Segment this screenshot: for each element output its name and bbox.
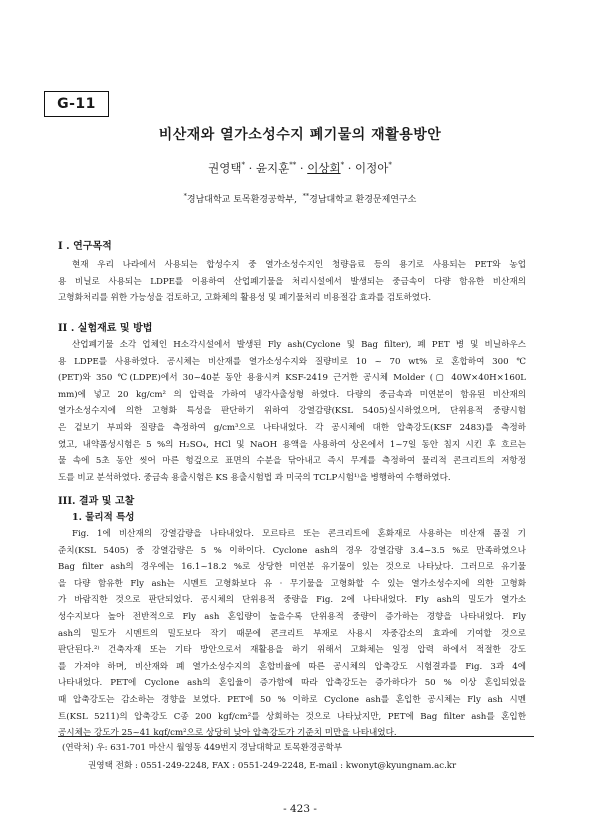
- text-line: 을 다량 함유한 Fly ash는 시멘트 고형화보다 유 · 무기물을 고형화할 수 있는 열가소성수지에 의한 고형화: [58, 578, 526, 589]
- text-line: 성수지보다 높아 전반적으로 Fly ash 혼입량이 높을수록 단위용적 중량이 증가하는 경향을 나타내었다. Fly: [58, 611, 526, 622]
- text-line: Fig. 1에 비산재의 강열감량을 나타내었다. 모르타르 또는 콘크리트에 혼화재로 사용하는 비산재 품질 기: [72, 529, 526, 539]
- author-list: [0, 160, 600, 176]
- affiliation-mark: *: [183, 192, 187, 200]
- author-name: 이정아: [355, 161, 389, 175]
- text-line: 현재 우리 나라에서 사용되는 합성수지 중 열가소성수지인 청량음료 등의 용기로 사용되는 PET와 농업: [72, 260, 526, 270]
- text-line: 열가소성수지에 의한 고형화 특성을 판단하기 위하여 강열감량(KSL 5405)실시하였으며, 단위용적 중량시험: [58, 406, 526, 417]
- author-separator: ·: [344, 161, 356, 175]
- text-line: 나타내었다. PET에 Cyclone ash의 혼입율이 증가함에 따라 압축강도는 증가하다가 50 % 이상 혼입되었을: [58, 678, 526, 689]
- text-line: 준치(KSL 5405) 중 강열감량은 5 % 이하이다. Cyclone ash의 경우 강열감량 3.4~3.5 %로 만족하였으나: [58, 545, 526, 556]
- author-name: 윤지훈: [255, 161, 290, 175]
- author-mark: **: [289, 161, 297, 169]
- text-line: 공시체는 강도가 25~41 kgf/cm²으로 상당히 낮아 압축강도가 기준치 미만을 나타내었다.: [58, 728, 397, 739]
- section-body-purpose: [58, 257, 526, 307]
- author-separator: ·: [244, 161, 256, 175]
- section-body-results: [58, 526, 526, 742]
- affiliation-b: 경남대학교 환경문제연구소: [309, 195, 417, 205]
- footer-divider: [58, 736, 534, 737]
- text-line: 용 비닐로 사용되는 LDPE를 이용하여 산업폐기물을 처리시설에서 발생되는 중금속이 다량 함유한 비산재의: [58, 276, 526, 287]
- text-line: 산업폐기물 소각 업체인 H소각시설에서 발생된 Fly ash(Cyclone 및 Bag filter), 폐 PET 병 및 비닐하우스: [72, 340, 526, 350]
- text-line: 물 속에 5초 동안 씻어 마른 헝겊으로 표면의 수분을 닦아내고 즉시 무게를 측정하여 물리적 콘크리트의 저항정: [58, 456, 526, 467]
- paper-title: 비산재와 열가소성수지 폐기물의 재활용방안: [158, 127, 442, 143]
- author-name-presenter: 이상회: [307, 161, 341, 175]
- affiliations: [0, 192, 600, 205]
- section-heading-results: III. 결과 및 고찰: [58, 496, 135, 507]
- text-line: 가 바람직한 것으로 판단되었다. 공시체의 단위용적 중량을 Fig. 2에 나타내었다. Fly ash의 밀도가 열가소: [58, 595, 526, 606]
- text-line: 은 겉보기 부피와 질량을 측정하여 g/cm³으로 나타내었다. 각 공시체에 대한 압축강도(KSF 2483)를 측정하: [58, 422, 526, 433]
- text-line: mm)에 넣고 20 kg/cm² 의 압력을 가하여 냉각사출성형 하였다. 다량의 중금속과 미연분이 함유된 비산재의: [58, 389, 526, 400]
- section-heading-methods: II . 실험재료 및 방법: [58, 323, 153, 334]
- section-body-methods: [58, 337, 526, 486]
- author-separator: ·: [296, 161, 308, 175]
- text-line: ash의 밀도가 시멘트의 밀도보다 작기 때문에 콘크리트 부재로 사용시 자중감소의 효과에 기여할 것으로: [58, 628, 526, 639]
- text-line: 였고, 내약품성시험은 5 %의 H₂SO₄, HCl 및 NaOH 용액을 사용하여 상온에서 1~7일 동안 침지 시킨 후 흐르는: [58, 439, 526, 450]
- text-line: 고형화처리를 위한 가능성을 검토하고, 고화체의 활용성 및 폐기물처리 비용절감 효과를 검토하였다.: [58, 293, 432, 304]
- author-name: 권영택: [208, 161, 242, 175]
- session-code-box: G-11: [44, 91, 109, 117]
- subsection-heading-physical: 1. 물리적 특성: [72, 512, 135, 523]
- text-line: 판단된다.²⁾ 건축자재 또는 기타 방안으로서 재활용을 하기 위해서 고화체는 일정 압력 하에서 적절한 강도: [58, 645, 526, 656]
- text-line: (PET)와 350 ℃(LDPE)에서 30~40분 동안 용융시켜 KSF-2419 근거한 공시체 Molder (▢ 40W×40H×160L: [58, 373, 526, 384]
- text-line: 트(KSL 5211)의 압축강도 C종 200 kgf/cm²를 상회하는 것으로 나타났지만, PET에 Bag filter ash를 혼입한: [58, 711, 526, 722]
- text-line: 때 압축강도는 감소하는 경향을 보였다. PET에 50 % 이하로 Cyclone ash를 혼입한 공시체는 Fly ash 시멘: [58, 694, 526, 705]
- contact-address: (연락처) 우: 631-701 마산시 월영동 449번지 경남대학교 토목환경공학부: [62, 743, 343, 753]
- affiliation-mark: **: [302, 192, 310, 200]
- text-line: Bag filter ash의 경우에는 16.1~18.2 %로 상당한 미연분 유기물이 있는 것으로 나타났다. 그러므로 유기물: [58, 562, 526, 573]
- page-number: - 423 -: [283, 803, 317, 815]
- author-mark: *: [241, 161, 245, 169]
- affiliation-a: 경남대학교 토목환경공학부,: [186, 195, 297, 205]
- text-line: 도를 비교 분석하였다. 중금속 용출시험은 KS 용출시험법 과 미국의 TCLP시험¹⁾을 병행하여 수행하였다.: [58, 472, 451, 483]
- contact-phone-email: 권영택 전화 : 0551-249-2248, FAX : 0551-249-2248, E-mail : kwonyt@kyungnam.ac.kr: [88, 761, 457, 771]
- author-mark: *: [340, 161, 345, 169]
- text-line: 를 가져야 하며, 비산재와 폐 열가소성수지의 혼합비율에 따른 공시체의 압축강도 시험결과를 Fig. 3과 4에: [58, 661, 526, 672]
- text-line: 용 LDPE를 사용하였다. 공시체는 비산재를 열가소성수지와 질량비로 10 ~ 70 wt% 로 혼합하여 300 ℃: [58, 356, 526, 367]
- section-heading-purpose: I . 연구목적: [58, 241, 112, 252]
- author-mark: *: [388, 161, 392, 169]
